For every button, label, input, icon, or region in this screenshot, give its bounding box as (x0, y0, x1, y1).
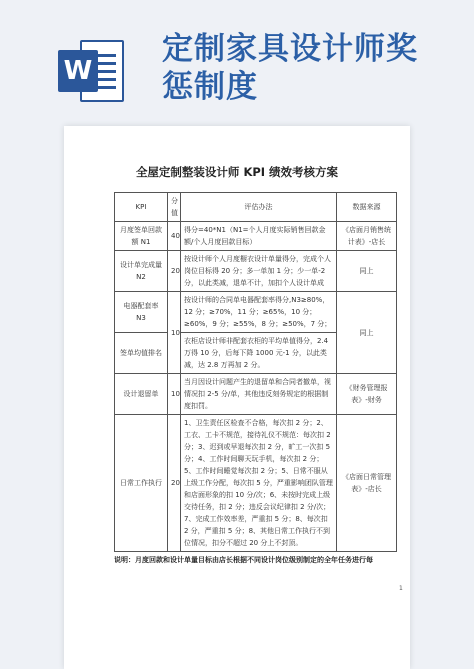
header-score: 分值 (168, 193, 181, 222)
kpi-name: 电器配套率 N3 (115, 292, 168, 333)
table-header-row (115, 193, 397, 222)
kpi-method: 按设计师个人月度橱衣设计单量得分，完成个人岗位目标得 20 分；多一单加 1 分；少一单-2 分，以此类减，退单不计，加扣个人设计单成 (181, 251, 337, 292)
table-row (115, 374, 397, 415)
kpi-name: 日常工作执行 (115, 415, 168, 552)
banner-title-line-1: 定制家具设计师奖 (162, 31, 418, 67)
kpi-name: 月度签单回款额 N1 (115, 222, 168, 251)
kpi-score: 20 (168, 415, 181, 552)
table-row (115, 415, 397, 552)
kpi-method: 1、卫生责任区检查不合格，每次扣 2 分；2、工衣、工卡不规范，接待礼仪不规范：每次扣 2 分；3、迟到或早退每次扣 2 分，旷工一次扣 5 分；4、工作时间聊天玩手机，每次扣 2 分；5、工作时间睡觉每次扣 2 分；5、日常不服从上级工作分配，每次扣 5 分，严重影响团队管理和店面形象的扣 10 分/次；6、未按时完成上级交待任务，扣 2 分；违反会议纪律扣 2 分/次；7、完成工作效率差，严重扣 5 分；8、每次扣 2 分，严重扣 5 分；8、其他日常工作执行不到位情况，扣分不超过 20 分上不封顶。 (181, 415, 337, 552)
header-source: 数据来源 (337, 193, 397, 222)
kpi-source: 《店面月销售统计表》-店长 (337, 222, 397, 251)
kpi-table (114, 192, 397, 552)
page-number: 1 (399, 585, 403, 592)
document-title: 全屋定制整装设计师 KPI 绩效考核方案 (135, 165, 339, 179)
table-row (115, 251, 397, 292)
banner-title (162, 30, 462, 106)
table-row (115, 292, 397, 333)
kpi-score: 10 (168, 292, 181, 374)
kpi-method: 当月因设计问题产生的退留单和合同者撤单，视情况扣 2-5 分/单，其他违反刻务规定的根据制度扣罚。 (181, 374, 337, 415)
kpi-name: 签单均值排名 (115, 333, 168, 374)
document-page (64, 126, 410, 669)
kpi-source: 同上 (337, 292, 397, 374)
word-logo-letter: W (58, 50, 98, 92)
kpi-name: 设计退留单 (115, 374, 168, 415)
banner (0, 0, 474, 112)
kpi-source: 《店面日常管理表》-店长 (337, 415, 397, 552)
banner-title-line-2: 惩制度 (162, 69, 258, 105)
kpi-method: 得分=40*N1（N1=个人月度实际销售回款金额/个人月度回款目标） (181, 222, 337, 251)
word-document-icon (58, 40, 124, 102)
kpi-method: 衣柜店设计师非配套衣柜的平均单值得分，2.4 万得 10 分，后每下降 1000 元-1 分，以此类减，达 2.8 万再加 2 分。 (181, 333, 337, 374)
footnote: 说明：月度回款和设计单量目标由店长根据不同设计岗位级别制定的全年任务进行每 (114, 556, 373, 564)
kpi-score: 40 (168, 222, 181, 251)
kpi-source: 《财务管理报表》-财务 (337, 374, 397, 415)
kpi-score: 20 (168, 251, 181, 292)
kpi-name: 设计单完成量 N2 (115, 251, 168, 292)
header-kpi: KPI (115, 193, 168, 222)
kpi-method: 按设计师的合同单电器配套率得分,N3≥80%，12 分；≥70%，11 分；≥65%，10 分；≥60%，9 分；≥55%，8 分；≥50%，7 分； (181, 292, 337, 333)
kpi-source: 同上 (337, 251, 397, 292)
table-row (115, 222, 397, 251)
header-method: 评估办法 (181, 193, 337, 222)
kpi-score: 10 (168, 374, 181, 415)
